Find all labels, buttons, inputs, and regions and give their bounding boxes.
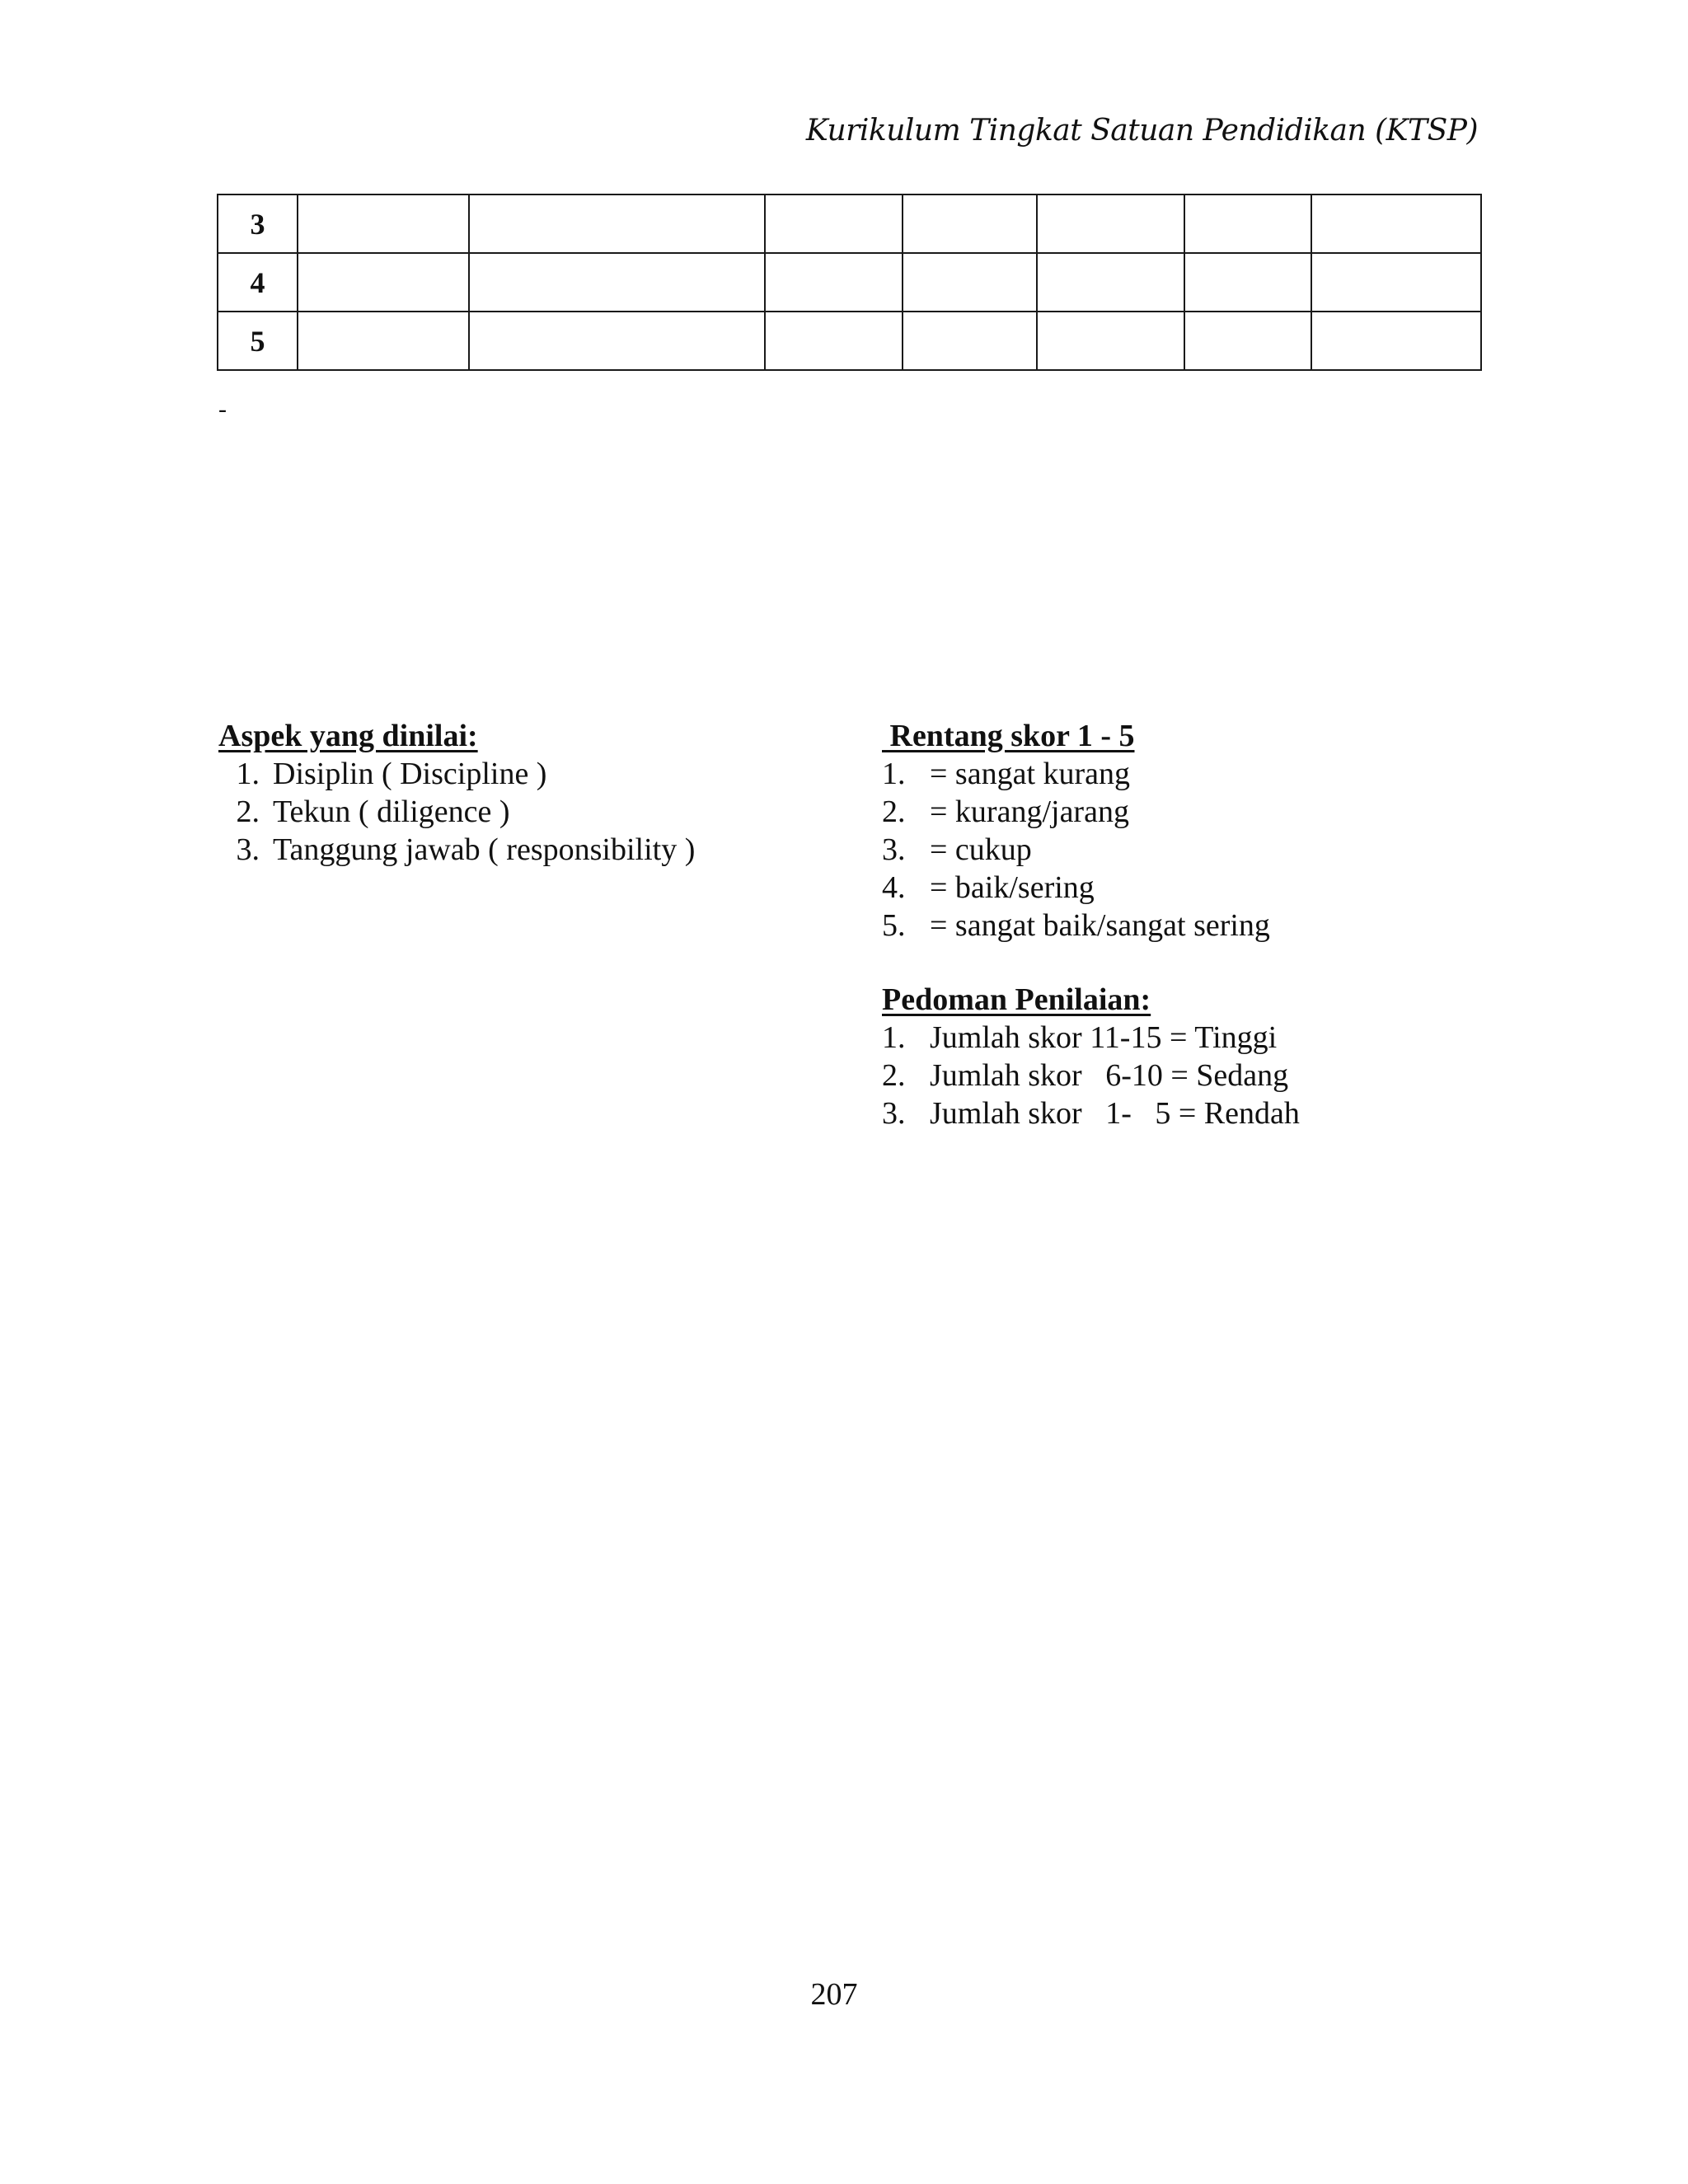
list-item: [882, 755, 1270, 793]
item-number: 2.: [882, 1058, 906, 1093]
list-item: [882, 1019, 1300, 1057]
table-cell: [298, 312, 469, 370]
item-text: Jumlah skor 11-15 = Tinggi: [930, 1020, 1278, 1055]
item-number: 2.: [882, 794, 906, 829]
list-item: [882, 1094, 1300, 1132]
item-text: Jumlah skor 6-10 = Sedang: [930, 1058, 1289, 1093]
item-number: 1.: [882, 1020, 906, 1055]
running-header: Kurikulum Tingkat Satuan Pendidikan (KTSP): [805, 114, 1478, 148]
table-cell: [298, 194, 469, 253]
row-number: 3: [218, 194, 298, 253]
table-cell: [1184, 194, 1311, 253]
rentang-section: [882, 717, 1270, 944]
item-text: = kurang/jarang: [930, 794, 1129, 829]
table-row: [218, 312, 1481, 370]
item-number: 5.: [882, 908, 906, 943]
item-number: 4.: [882, 870, 906, 905]
list-item: [218, 755, 695, 793]
pedoman-section: [882, 981, 1300, 1132]
table-cell: [903, 194, 1037, 253]
table-cell: [903, 312, 1037, 370]
table-cell: [469, 312, 765, 370]
pedoman-list: [882, 1019, 1300, 1132]
item-text: Disiplin ( Discipline ): [273, 757, 547, 791]
list-item: [882, 1057, 1300, 1094]
table-cell: [469, 253, 765, 312]
pedoman-title: Pedoman Penilaian:: [882, 982, 1151, 1017]
list-item: [882, 869, 1270, 907]
item-text: Tekun ( diligence ): [273, 794, 510, 829]
table-cell: [1311, 194, 1481, 253]
list-item: [882, 907, 1270, 944]
row-number: 4: [218, 253, 298, 312]
item-number: 3.: [882, 832, 906, 867]
aspek-section: [218, 717, 695, 869]
table-cell: [765, 253, 903, 312]
table-cell: [1311, 253, 1481, 312]
list-item: [218, 793, 695, 831]
table-cell: [765, 194, 903, 253]
table-cell: [1037, 253, 1184, 312]
table-cell: [765, 312, 903, 370]
item-text: Jumlah skor 1- 5 = Rendah: [930, 1096, 1300, 1131]
item-text: = cukup: [930, 832, 1032, 867]
rentang-title: Rentang skor 1 - 5: [882, 719, 1135, 753]
table-cell: [1037, 312, 1184, 370]
item-number: 3.: [882, 1096, 906, 1131]
table-cell: [469, 194, 765, 253]
item-number: 1.: [236, 757, 260, 791]
table-cell: [1311, 312, 1481, 370]
page-number: 207: [810, 1977, 858, 2012]
row-number: 5: [218, 312, 298, 370]
table-cell: [1037, 194, 1184, 253]
stray-dash: -: [218, 396, 227, 423]
assessment-table: [217, 194, 1482, 371]
item-text: = sangat baik/sangat sering: [930, 908, 1270, 943]
item-number: 2.: [236, 794, 260, 829]
item-number: 1.: [882, 757, 906, 791]
aspek-title: Aspek yang dinilai:: [218, 719, 478, 753]
list-item: [882, 831, 1270, 869]
table-row: [218, 253, 1481, 312]
list-item: [218, 831, 695, 869]
item-text: = sangat kurang: [930, 757, 1131, 791]
list-item: [882, 793, 1270, 831]
table-cell: [1184, 253, 1311, 312]
table-cell: [298, 253, 469, 312]
item-text: = baik/sering: [930, 870, 1095, 905]
table-cell: [1184, 312, 1311, 370]
rentang-list: [882, 755, 1270, 944]
table-row: [218, 194, 1481, 253]
item-number: 3.: [236, 832, 260, 867]
table-cell: [903, 253, 1037, 312]
item-text: Tanggung jawab ( responsibility ): [273, 832, 696, 867]
aspek-list: [218, 755, 695, 869]
